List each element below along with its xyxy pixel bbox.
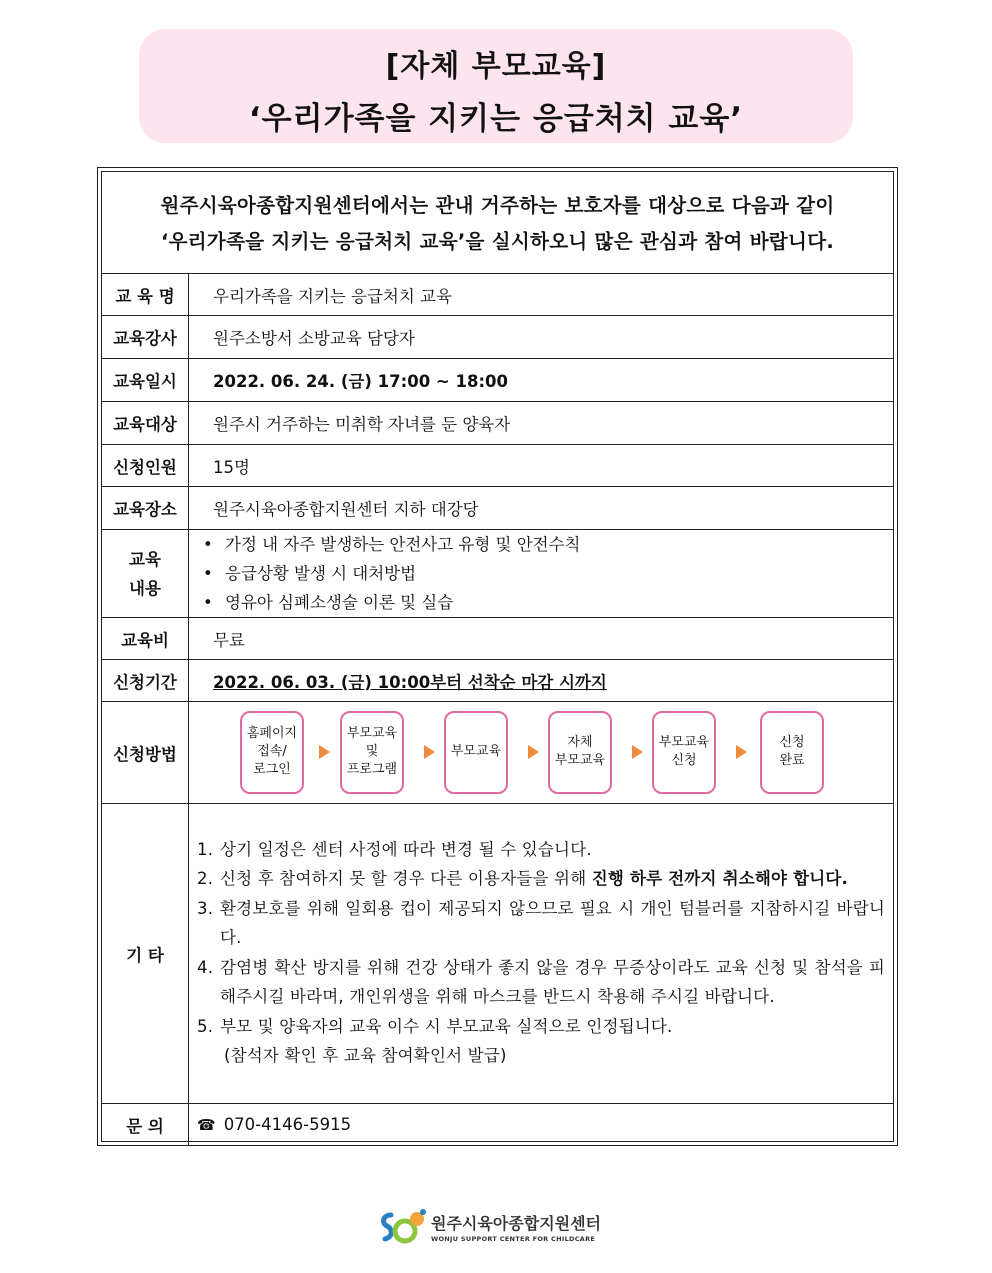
row-label: 교육강사 — [102, 316, 189, 359]
row-label: 신청기간 — [102, 660, 189, 702]
row-label-line-2: 내용 — [129, 578, 161, 598]
contents-list — [189, 530, 893, 617]
row-label: 교 육 명 — [102, 274, 189, 316]
step-box: 부모교육 및 프로그램 — [340, 711, 404, 794]
intro-text — [102, 172, 893, 273]
notes-list — [189, 829, 893, 1079]
list-item: 3. 환경보호를 위해 일회용 컵이 제공되지 않으므로 필요 시 개인 텀블러를 지참하시길 바랍니다. — [197, 898, 885, 947]
phone-number: 070-4146-5915 — [223, 1115, 352, 1135]
org-logo — [377, 1207, 617, 1247]
row-value: 원주시육아종합지원센터 지하 대강당 — [189, 487, 894, 530]
phone-icon: ☎ — [197, 1116, 216, 1135]
arrow-right-icon — [528, 745, 539, 759]
info-table — [102, 273, 893, 1146]
step-box: 홈페이지 접속/ 로그인 — [240, 711, 304, 794]
org-logo-icon — [377, 1207, 429, 1247]
row-value: 15명 — [189, 445, 894, 487]
intro-line-2: ‘우리가족을 지키는 응급처치 교육’을 실시하오니 많은 관심과 참여 바랍니다. — [160, 230, 835, 253]
intro-line-1: 원주시육아종합지원센터에서는 관내 거주하는 보호자를 대상으로 다음과 같이 — [160, 194, 835, 217]
row-label: 기 타 — [102, 804, 189, 1104]
row-notes — [102, 804, 893, 1104]
step-box: 신청 완료 — [760, 711, 824, 794]
org-name-english: WONJU SUPPORT CENTER FOR CHILDCARE — [431, 1235, 596, 1243]
row-name — [102, 274, 893, 316]
list-item: 4. 감염병 확산 방지를 위해 건강 상태가 좋지 않을 경우 무증상이라도 교육 신청 및 참석을 피해주시길 바라며, 개인위생을 위해 마스크를 반드시 착용해 주시길 바랍니다. — [197, 957, 885, 1006]
list-item: • 가정 내 자주 발생하는 안전사고 유형 및 안전수칙 — [189, 530, 893, 559]
step-box: 자체 부모교육 — [548, 711, 612, 794]
row-label: 교육일시 — [102, 359, 189, 402]
row-date — [102, 359, 893, 402]
list-item: • 응급상황 발생 시 대처방법 — [189, 559, 893, 588]
row-label: 신청방법 — [102, 702, 189, 804]
row-label: 문 의 — [102, 1104, 189, 1146]
row-value: 우리가족을 지키는 응급처치 교육 — [189, 274, 894, 316]
row-label: 신청인원 — [102, 445, 189, 487]
row-label: 교육장소 — [102, 487, 189, 530]
sub-note: (참석자 확인 후 교육 참여확인서 발급) — [224, 1046, 507, 1065]
row-label — [102, 530, 189, 618]
title-banner — [139, 29, 853, 143]
row-value: 2022. 06. 03. (금) 10:00부터 선착순 마감 시까지 — [213, 672, 607, 692]
title-line-2: ‘우리가족을 지키는 응급처치 교육’ — [248, 101, 744, 137]
row-label-line-1: 교육 — [129, 549, 161, 569]
title-line-1: [자체 부모교육] — [385, 49, 607, 84]
row-value: 무료 — [189, 618, 894, 660]
arrow-right-icon — [736, 745, 747, 759]
row-place — [102, 487, 893, 530]
row-target — [102, 402, 893, 445]
row-label: 교육비 — [102, 618, 189, 660]
step-box: 부모교육 — [444, 711, 508, 794]
list-item: 2. 신청 후 참여하지 못 할 경우 다른 이용자들을 위해 진행 하루 전까지 취소해야 합니다. — [197, 869, 848, 888]
row-method — [102, 702, 893, 804]
notice-frame — [97, 167, 898, 1146]
list-item: 1. 상기 일정은 센터 사정에 따라 변경 될 수 있습니다. — [197, 839, 592, 859]
row-period — [102, 660, 893, 702]
step-box: 부모교육 신청 — [652, 711, 716, 794]
row-value: 2022. 06. 24. (금) 17:00 ~ 18:00 — [189, 359, 894, 402]
row-fee — [102, 618, 893, 660]
row-label: 교육대상 — [102, 402, 189, 445]
arrow-right-icon — [424, 745, 435, 759]
row-contact — [102, 1104, 893, 1146]
list-item: • 영유아 심폐소생술 이론 및 실습 — [189, 588, 893, 617]
list-item: 5. 부모 및 양육자의 교육 이수 시 부모교육 실적으로 인정됩니다. (참석자 확인 후 교육 참여확인서 발급) — [197, 1012, 885, 1071]
row-capacity — [102, 445, 893, 487]
row-value: 원주시 거주하는 미취학 자녀를 둔 양육자 — [189, 402, 894, 445]
row-contents — [102, 530, 893, 618]
arrow-right-icon — [319, 745, 330, 759]
row-value: 원주소방서 소방교육 담당자 — [189, 316, 894, 359]
arrow-right-icon — [632, 745, 643, 759]
row-instructor — [102, 316, 893, 359]
org-name: 원주시육아종합지원센터 — [431, 1214, 602, 1233]
application-steps — [189, 703, 893, 803]
